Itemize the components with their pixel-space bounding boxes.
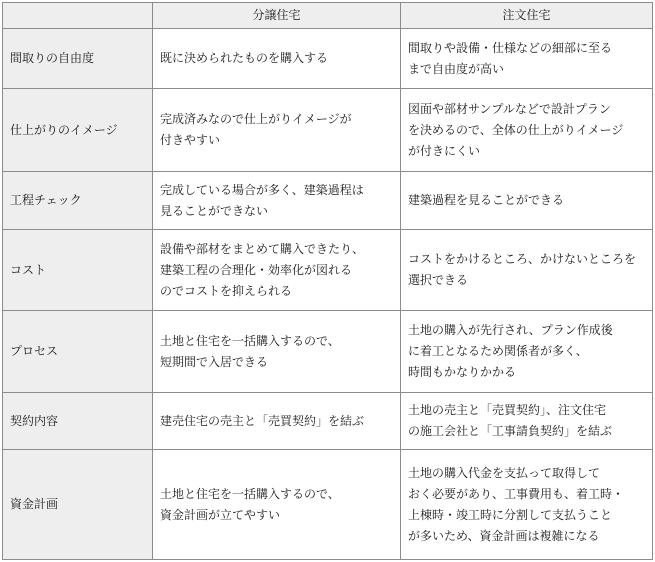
table-row <box>3 393 653 450</box>
chumon-cell: 建築過程を見ることができる <box>401 172 653 230</box>
row-label: プロセス <box>3 311 153 393</box>
bunjo-cell: 完成済みなので仕上がりイメージが 付きやすい <box>153 89 401 172</box>
bunjo-cell: 建売住宅の売主と「売買契約」を結ぶ <box>153 393 401 450</box>
row-label: 間取りの自由度 <box>3 29 153 89</box>
header-corner <box>3 3 153 29</box>
chumon-cell: 土地の購入が先行され、プラン作成後 に着工となるため関係者が多く、 時間もかなりかかる <box>401 311 653 393</box>
header-row <box>3 3 653 29</box>
header-bunjo: 分譲住宅 <box>153 3 401 29</box>
chumon-cell: 図面や部材サンプルなどで設計プラン を決めるので、全体の仕上がりイメージ が付きにくい <box>401 89 653 172</box>
bunjo-cell: 設備や部材をまとめて購入できたり、 建築工程の合理化・効率化が図れる のでコストを抑えられる <box>153 230 401 311</box>
table-row <box>3 230 653 311</box>
bunjo-cell: 土地と住宅を一括購入するので、 資金計画が立てやすい <box>153 450 401 560</box>
chumon-cell: 間取りや設備・仕様などの細部に至る まで自由度が高い <box>401 29 653 89</box>
row-label: 工程チェック <box>3 172 153 230</box>
table-row <box>3 172 653 230</box>
table-row <box>3 311 653 393</box>
chumon-cell: 土地の売主と「売買契約」、注文住宅 の施工会社と「工事請負契約」を結ぶ <box>401 393 653 450</box>
chumon-cell: コストをかけるところ、かけないところを 選択できる <box>401 230 653 311</box>
table-row <box>3 29 653 89</box>
header-chumon: 注文住宅 <box>401 3 653 29</box>
row-label: 契約内容 <box>3 393 153 450</box>
chumon-cell: 土地の購入代金を支払って取得して おく必要があり、工事費用も、着工時・ 上棟時・竣工時に分割して支払うこと が多いため、資金計画は複雑になる <box>401 450 653 560</box>
row-label: コスト <box>3 230 153 311</box>
table-row <box>3 89 653 172</box>
bunjo-cell: 完成している場合が多く、建築過程は 見ることができない <box>153 172 401 230</box>
table-row <box>3 450 653 560</box>
bunjo-cell: 既に決められたものを購入する <box>153 29 401 89</box>
row-label: 仕上がりのイメージ <box>3 89 153 172</box>
bunjo-cell: 土地と住宅を一括購入するので、 短期間で入居できる <box>153 311 401 393</box>
row-label: 資金計画 <box>3 450 153 560</box>
comparison-table <box>2 2 653 560</box>
